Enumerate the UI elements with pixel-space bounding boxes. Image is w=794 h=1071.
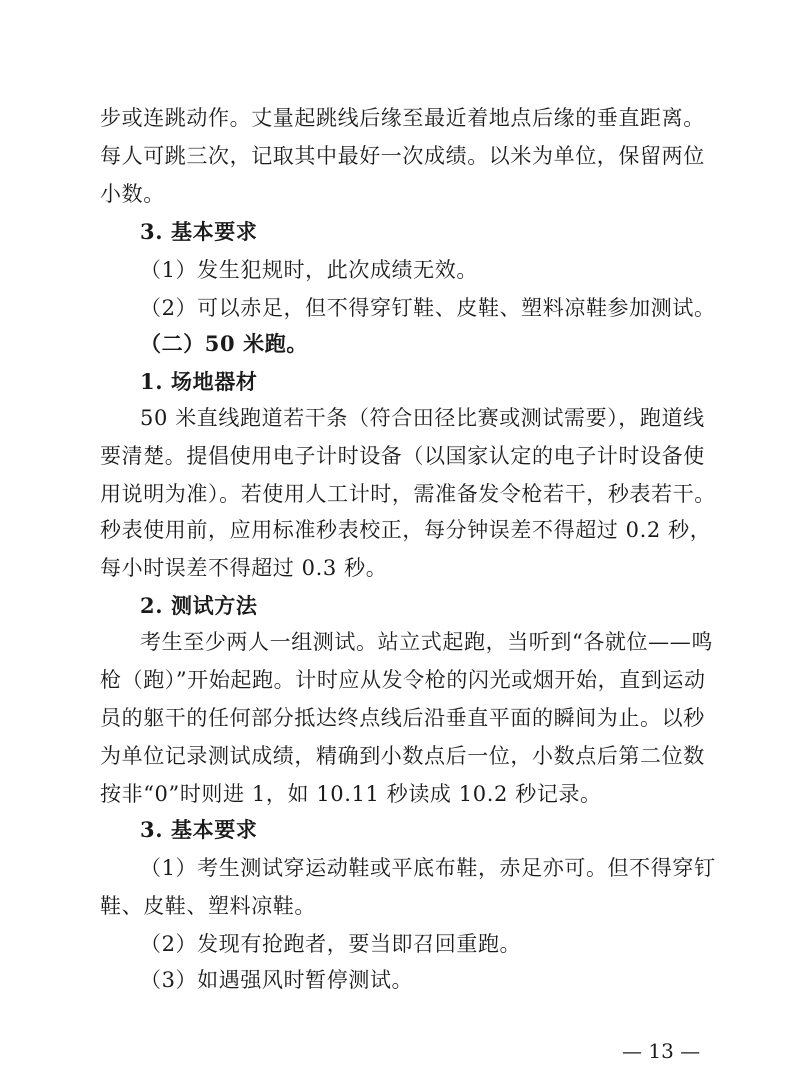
body-line: （3）如遇强风时暂停测试。: [140, 968, 414, 992]
body-line: 按非“0”时则进 1，如 10.11 秒读成 10.2 秒记录。: [100, 782, 602, 806]
body-line: 考生至少两人一组测试。站立式起跑，当听到“各就位——鸣: [140, 630, 713, 654]
page-number: — 13 —: [622, 1039, 701, 1063]
body-line: （1）考生测试穿运动鞋或平底布鞋，赤足亦可。但不得穿钉: [140, 856, 716, 880]
body-line: 小数。: [100, 182, 165, 206]
body-line: 每人可跳三次，记取其中最好一次成绩。以米为单位，保留两位: [100, 144, 705, 168]
body-line: 50 米直线跑道若干条（符合田径比赛或测试需要），跑道线: [140, 406, 705, 430]
section-heading: 3. 基本要求: [140, 817, 258, 842]
body-line: 秒表使用前，应用标准秒表校正，每分钟误差不得超过 0.2 秒，: [100, 518, 712, 542]
body-line: （2）发现有抢跑者，要当即召回重跑。: [140, 932, 522, 956]
body-line: 为单位记录测试成绩，精确到小数点后一位，小数点后第二位数: [100, 744, 705, 768]
body-line: 员的躯干的任何部分抵达终点线后沿垂直平面的瞬间为止。以秒: [100, 706, 705, 730]
body-line: 要清楚。提倡使用电子计时设备（以国家认定的电子计时设备使: [100, 444, 705, 468]
body-line: 鞋、皮鞋、塑料凉鞋。: [100, 894, 316, 918]
body-line: 每小时误差不得超过 0.3 秒。: [100, 556, 388, 580]
body-line: （2）可以赤足，但不得穿钉鞋、皮鞋、塑料凉鞋参加测试。: [140, 296, 716, 320]
body-line: 枪（跑）”开始起跑。计时应从发令枪的闪光或烟开始，直到运动: [100, 668, 706, 692]
body-line: 用说明为准）。若使用人工计时，需准备发令枪若干，秒表若干。: [100, 482, 716, 506]
section-heading: （二）50 米跑。: [140, 331, 308, 356]
section-heading: 3. 基本要求: [140, 219, 258, 244]
body-line: 步或连跳动作。丈量起跳线后缘至最近着地点后缘的垂直距离。: [100, 106, 705, 130]
section-heading: 2. 测试方法: [140, 593, 258, 618]
body-line: （1）发生犯规时，此次成绩无效。: [140, 258, 478, 282]
section-heading: 1. 场地器材: [140, 369, 258, 394]
